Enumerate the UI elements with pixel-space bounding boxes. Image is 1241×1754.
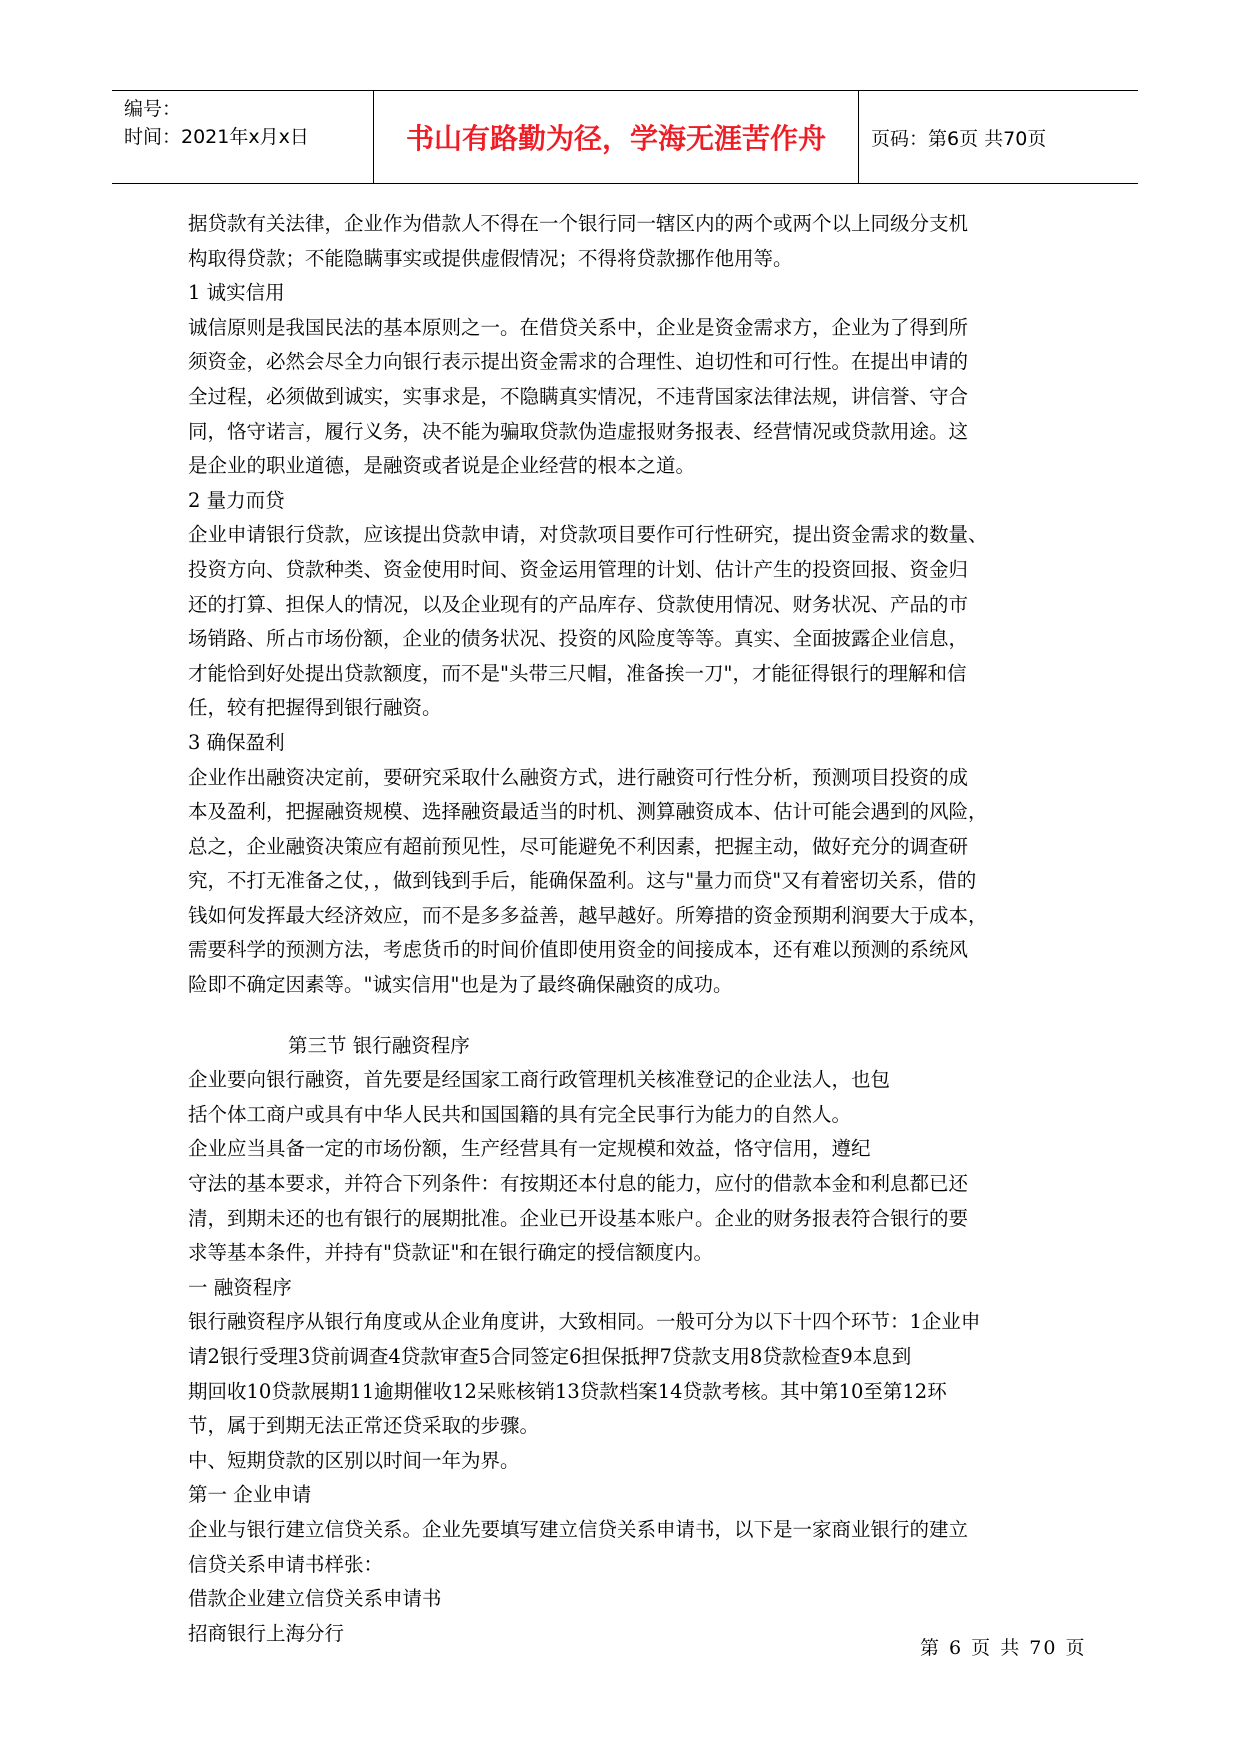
text-line: 银行融资程序从银行角度或从企业角度讲，大致相同。一般可分为以下十四个环节：1企业申 xyxy=(188,1310,981,1334)
text-line: 总之，企业融资决策应有超前预见性，尽可能避免不利因素，把握主动，做好充分的调查研 xyxy=(188,834,969,858)
page-footer: 第 6 页 共 70 页 xyxy=(920,1637,1087,1659)
text-line: 是企业的职业道德，是融资或者说是企业经营的根本之道。 xyxy=(188,454,696,478)
text-line: 钱如何发挥最大经济效应，而不是多多益善，越早越好。所筹措的资金预期利润要大于成本， xyxy=(188,903,988,927)
text-line: 期回收10贷款展期11逾期催收12呆账核销13贷款档案14贷款考核。其中第10至第12环 xyxy=(188,1379,947,1403)
text-line: 节，属于到期无法正常还贷采取的步骤。 xyxy=(188,1414,540,1438)
header-meta xyxy=(112,91,374,183)
text-line: 请2银行受理3贷前调查4贷款审查5合同签定6担保抵押7贷款支用8贷款检查9本息到 xyxy=(188,1345,912,1368)
text-line: 究，不打无准备之仗，，做到钱到手后，能确保盈利。这与"量力而贷"又有着密切关系，借的 xyxy=(188,869,977,893)
text-line: 企业要向银行融资，首先要是经国家工商行政管理机关核准登记的企业法人，也包 xyxy=(188,1068,891,1092)
text-line: 企业作出融资决定前，要研究采取什么融资方式，进行融资可行性分析，预测项目投资的成 xyxy=(188,765,969,789)
text-line: 1 诚实信用 xyxy=(188,281,285,305)
text-line: 任，较有把握得到银行融资。 xyxy=(188,696,442,720)
text-line: 2 量力而贷 xyxy=(188,488,285,512)
body-block-1 xyxy=(188,207,1078,1003)
text-line: 投资方向、贷款种类、资金使用时间、资金运用管理的计划、估计产生的投资回报、资金归 xyxy=(188,557,969,581)
header-motto: 书山有路勤为径，学海无涯苦作舟 xyxy=(405,122,826,155)
page-header xyxy=(112,90,1138,184)
text-line: 第一 企业申请 xyxy=(188,1483,312,1507)
text-line: 本及盈利，把握融资规模、选择融资最适当的时机、测算融资成本、估计可能会遇到的风险， xyxy=(188,800,988,824)
text-line: 据贷款有关法律，企业作为借款人不得在一个银行同一辖区内的两个或两个以上同级分支机 xyxy=(188,212,969,235)
header-page-number: 页码：第6页 共70页 xyxy=(871,127,1047,150)
section-title: 第三节 银行融资程序 xyxy=(288,1033,470,1057)
document-body xyxy=(188,207,1078,1651)
text-line: 招商银行上海分行 xyxy=(188,1621,345,1645)
text-line: 信贷关系申请书样张： xyxy=(188,1552,384,1576)
text-line: 同，恪守诺言，履行义务，决不能为骗取贷款伪造虚报财务报表、经营情况或贷款用途。这 xyxy=(188,419,969,443)
text-line: 企业应当具备一定的市场份额，生产经营具有一定规模和效益，恪守信用，遵纪 xyxy=(188,1137,871,1161)
text-line: 须资金，必然会尽全力向银行表示提出资金需求的合理性、迫切性和可行性。在提出申请的 xyxy=(188,350,969,374)
text-line: 诚信原则是我国民法的基本原则之一。在借贷关系中，企业是资金需求方，企业为了得到所 xyxy=(188,315,969,339)
text-line: 3 确保盈利 xyxy=(188,730,285,754)
body-block-2 xyxy=(188,1063,1078,1651)
text-line: 借款企业建立信贷关系申请书 xyxy=(188,1587,442,1611)
text-line: 企业与银行建立信贷关系。企业先要填写建立信贷关系申请书，以下是一家商业银行的建立 xyxy=(188,1517,969,1541)
text-line: 构取得贷款；不能隐瞒事实或提供虚假情况；不得将贷款挪作他用等。 xyxy=(188,246,793,270)
text-line: 全过程，必须做到诚实，实事求是，不隐瞒真实情况，不违背国家法律法规，讲信誉、守合 xyxy=(188,384,969,408)
text-line: 场销路、所占市场份额，企业的债务状况、投资的风险度等等。真实、全面披露企业信息， xyxy=(188,627,969,651)
document-number-label: 编号： xyxy=(124,98,182,120)
text-line: 险即不确定因素等。"诚实信用"也是为了最终确保融资的成功。 xyxy=(188,973,733,997)
text-line: 还的打算、担保人的情况，以及企业现有的产品库存、贷款使用情况、财务状况、产品的市 xyxy=(188,592,969,616)
text-line: 中、短期贷款的区别以时间一年为界。 xyxy=(188,1448,520,1472)
text-line: 守法的基本要求，并符合下列条件：有按期还本付息的能力，应付的借款本金和利息都已还 xyxy=(188,1172,969,1196)
header-page-cell xyxy=(859,91,1138,183)
text-line: 才能恰到好处提出贷款额度，而不是"头带三尺帽，准备挨一刀"，才能征得银行的理解和信 xyxy=(188,661,967,685)
text-line: 需要科学的预测方法，考虑货币的时间价值即使用资金的间接成本，还有难以预测的系统风 xyxy=(188,938,969,962)
text-line: 一 融资程序 xyxy=(188,1275,292,1299)
text-line: 求等基本条件，并持有"贷款证"和在银行确定的授信额度内。 xyxy=(188,1241,713,1265)
text-line: 括个体工商户或具有中华人民共和国国籍的具有完全民事行为能力的自然人。 xyxy=(188,1102,852,1126)
header-motto-cell xyxy=(374,91,859,183)
document-time-label: 时间：2021年x月x日 xyxy=(124,126,309,148)
text-line: 清，到期未还的也有银行的展期批准。企业已开设基本账户。企业的财务报表符合银行的要 xyxy=(188,1206,969,1230)
text-line: 企业申请银行贷款，应该提出贷款申请，对贷款项目要作可行性研究，提出资金需求的数量、 xyxy=(188,523,988,547)
